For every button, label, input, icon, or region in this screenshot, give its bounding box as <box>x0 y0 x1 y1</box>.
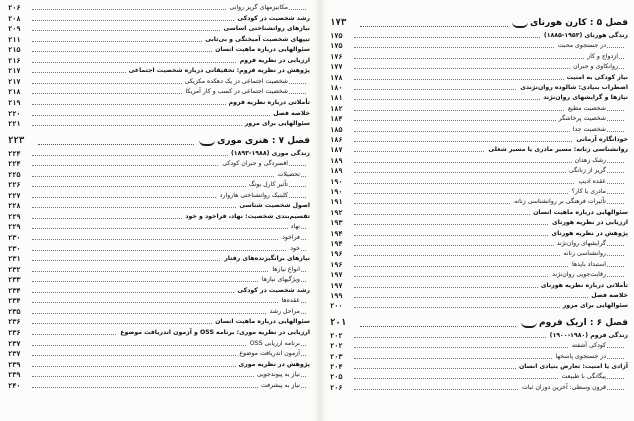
entry-title: ویژگیهای نیازها <box>259 276 300 284</box>
toc-entry <box>8 318 310 326</box>
entry-title: ارزیابی در نظریه هورنای <box>549 219 628 227</box>
page-number: ۲۰۲ <box>330 331 343 340</box>
chapter-entry <box>8 134 310 148</box>
entry-title: سئوالهایی درباره ماهیت انسان <box>530 209 628 217</box>
toc-entry <box>8 4 310 12</box>
entry-title: انواع نیازها <box>269 266 300 274</box>
page-number: ۱۹۱ <box>330 198 343 207</box>
page-number: ۲۳۰ <box>8 244 21 253</box>
page-number: ۲۴۰ <box>8 381 21 390</box>
page-number: ۲۰۶ <box>8 4 21 12</box>
toc-entry <box>8 88 310 96</box>
entry-title: رشک زهدان <box>572 157 606 165</box>
toc-entry <box>330 230 628 238</box>
toc-entry <box>330 363 628 371</box>
entry-title: اضطراب بنیادی: شالوده روان‌نژندی <box>517 84 628 92</box>
page-number: ۲۱۷ <box>8 67 21 76</box>
page-number: ۱۸۲ <box>330 104 343 113</box>
page-number: ۲۱۶ <box>8 56 21 65</box>
entry-title: زندگی فروم (۱۹۸۰-۱۹۰۰) <box>547 332 628 340</box>
page-number: ۱۷۳ <box>330 18 347 28</box>
page-number: ۲۱۸ <box>8 88 21 97</box>
toc-entry <box>8 110 310 118</box>
page-number: ۱۸۴ <box>330 115 343 124</box>
toc-entry <box>330 302 628 310</box>
dot-leader <box>32 271 306 272</box>
chapter-entry <box>330 316 628 330</box>
page-number: ۲۰۹ <box>8 25 21 34</box>
page-number: ۲۲۳ <box>8 135 25 146</box>
page-number: ۲۲۹ <box>8 223 21 232</box>
page-number: ۱۹۳ <box>330 219 343 228</box>
toc-entry <box>8 371 310 379</box>
toc-entry <box>8 160 310 168</box>
toc-entry <box>8 297 310 305</box>
page-number: ۲۲۹ <box>8 212 21 221</box>
toc-entry <box>8 25 310 33</box>
page-number: ۱۹۷ <box>330 271 343 280</box>
page-number: ۱۹۰ <box>330 188 343 196</box>
toc-entry <box>330 63 628 71</box>
page-number: ۱۸۷ <box>330 146 343 155</box>
page-number: ۲۳۷ <box>8 339 21 348</box>
toc-entry <box>330 240 628 248</box>
toc-entry <box>8 255 310 263</box>
entry-title: تأثیرات فرهنگی بر روانشناسی زنانه <box>511 198 606 206</box>
page-number: ۲۳۰ <box>8 234 21 242</box>
toc-entry <box>330 373 628 381</box>
page-number: ۲۰۴ <box>330 363 343 371</box>
toc-entry <box>8 15 310 23</box>
page-number: ۲۰۵ <box>330 373 343 382</box>
entry-title: خلاصه فصل <box>270 110 310 118</box>
toc-entry <box>330 74 628 82</box>
entry-title: مکانیزمهای گریز روانی <box>226 4 288 12</box>
entry-title: مادری یا کار؟ <box>569 188 606 196</box>
toc-entry <box>8 192 310 200</box>
page-number: ۱۸۱ <box>330 94 343 103</box>
page-number: ۱۷۶ <box>330 52 343 61</box>
page-number: ۲۲۸ <box>8 202 21 211</box>
toc-entry <box>330 42 628 50</box>
page-number: ۲۲۴ <box>8 149 21 158</box>
toc-entry <box>8 329 310 337</box>
toc-entry <box>330 105 628 113</box>
entry-title: رشد شخصیت در کودکی <box>234 287 310 295</box>
page-number: ۱۹۴ <box>330 240 343 248</box>
entry-title: نیازهای روانشناختی اساسی <box>221 25 310 33</box>
page-number: ۲۰۳ <box>330 352 343 361</box>
toc-entry <box>8 46 310 54</box>
toc-entry <box>8 57 310 65</box>
dot-leader <box>32 313 306 314</box>
entry-title: برنامه ارزیابی OSS <box>247 340 300 348</box>
entry-title: تحصیلات <box>275 171 300 179</box>
page-number: ۲۳۲ <box>8 265 21 274</box>
toc-entry <box>330 261 628 269</box>
toc-entry <box>330 84 628 92</box>
entry-title: نهاد <box>288 223 300 231</box>
chapter-title: فصل ۶ : اریک فروم <box>517 316 628 330</box>
page-number: ۱۸۵ <box>330 125 343 134</box>
toc-entry <box>8 202 310 210</box>
entry-title: تأملاتی درباره نظریه فروم <box>226 99 310 107</box>
entry-title: نیاز کودکی به امنیت <box>564 74 628 82</box>
toc-entry <box>8 245 310 253</box>
left-page-toc <box>8 0 310 421</box>
page-number: ۱۹۲ <box>330 208 343 217</box>
entry-title: ارزیابی در نظریه موری: برنامه OSS و آزمون اندریافت موضوع <box>117 329 310 337</box>
toc-entry <box>330 178 628 186</box>
toc-entry <box>330 198 628 206</box>
entry-title: روانشناسی زنانه <box>560 250 606 258</box>
page-number: ۲۰۰ <box>330 302 343 311</box>
entry-title: ازدواج و کار <box>584 53 618 61</box>
entry-title: سئوالهایی درباره ماهیت انسان <box>212 46 310 54</box>
dot-leader <box>32 176 306 177</box>
page-number: ۱۹۷ <box>330 281 343 290</box>
entry-title: در جستجوی پاسخها <box>553 353 606 361</box>
entry-title: خود <box>287 245 300 253</box>
toc-entry <box>8 382 310 390</box>
entry-title: پژوهش در نظریه موری <box>236 361 310 369</box>
entry-title: زندگی موری (۱۹۸۸-۱۸۹۳) <box>228 150 310 158</box>
entry-title: اصول شخصیت شناسی <box>236 202 310 210</box>
entry-title: شخصیت اجتماعی در کسب و کار آمریکا <box>182 88 288 96</box>
page-gutter <box>314 0 326 421</box>
page-number: ۲۲۴ <box>8 160 21 169</box>
page-number: ۱۹۰ <box>330 177 343 186</box>
page-number: ۲۱۵ <box>8 46 21 55</box>
page-number: ۲۱۷ <box>8 77 21 86</box>
entry-title: خلاصه فصل <box>588 292 628 300</box>
page-number: ۲۳۶ <box>8 328 21 337</box>
toc-entry <box>330 353 628 361</box>
toc-entry <box>330 384 628 392</box>
entry-title: گریز از زنانگی <box>566 167 606 175</box>
entry-title: ارزیابی در نظریه فروم <box>237 57 310 65</box>
entry-title: تأثیر کارل یونگ <box>246 181 288 189</box>
page-number: ۲۲۶ <box>8 181 21 190</box>
dot-leader <box>32 228 306 229</box>
page-number: ۲۲۰ <box>8 109 21 118</box>
toc-entry <box>330 188 628 196</box>
entry-title: آزمون اندریافت موضوع <box>236 350 300 358</box>
toc-entry <box>8 171 310 179</box>
page-number: ۲۲۵ <box>8 170 21 179</box>
entry-title: مراحل رشد <box>267 308 300 316</box>
toc-entry <box>8 99 310 107</box>
entry-title: زندگی هورنای (۱۹۵۲-۱۸۸۵) <box>541 32 628 40</box>
page-number: ۱۹۶ <box>330 260 343 269</box>
toc-entry <box>330 209 628 217</box>
dot-leader <box>32 250 306 251</box>
toc-entry <box>330 146 628 154</box>
toc-entry <box>8 350 310 358</box>
dot-leader <box>32 239 306 240</box>
toc-entry <box>8 223 310 231</box>
toc-entry <box>8 181 310 189</box>
toc-entry <box>8 213 310 221</box>
page-number: ۲۲۱ <box>8 120 21 129</box>
toc-entry <box>330 332 628 340</box>
toc-entry <box>330 271 628 279</box>
entry-title: نیازهای برانگیزنده‌های رفتار <box>221 255 310 263</box>
page-number: ۲۳۱ <box>8 255 21 264</box>
page-number: ۲۳۵ <box>8 307 21 316</box>
entry-title: قرون وسطی: آخرین دوران ثبات <box>519 384 606 392</box>
entry-title: شخصیت اجتماعی در یک دهکده مکزیکی <box>182 78 288 86</box>
right-page-toc <box>330 0 628 421</box>
entry-title: پژوهش در نظریه هورنای <box>548 230 628 238</box>
dot-leader <box>32 115 306 116</box>
toc-entry <box>8 287 310 295</box>
entry-title: آزادی یا امنیت: تعارض بنیادی انسان <box>516 363 628 371</box>
page-number: ۲۳۷ <box>8 350 21 359</box>
page-number: ۲۳۴ <box>8 297 21 306</box>
toc-entry <box>330 292 628 300</box>
page-number: ۱۷۵ <box>330 32 343 40</box>
entry-title: نیازها و گرایشهای روان‌نژند <box>540 94 628 102</box>
page-number: ۱۹۴ <box>330 229 343 238</box>
toc-entry <box>330 115 628 123</box>
page-number: ۱۸۹ <box>330 167 343 176</box>
toc-entry <box>8 120 310 128</box>
page-number: ۲۱۹ <box>8 98 21 107</box>
toc-entry <box>330 136 628 144</box>
page-number: ۲۰۲ <box>330 342 343 351</box>
toc-entry <box>330 219 628 227</box>
entry-title: رشد شخصیت در کودکی <box>234 15 310 23</box>
toc-entry <box>8 67 310 75</box>
toc-entry <box>8 36 310 44</box>
page-number: ۱۷۸ <box>330 73 343 82</box>
entry-title: شخصیت پرخاشگر <box>556 115 606 123</box>
page-number: ۱۹۹ <box>330 292 343 300</box>
entry-title: رقابت‌جویی روان‌نژند <box>549 271 606 279</box>
toc-entry <box>330 282 628 290</box>
entry-title: تقسیم‌بندی شخصیت: نهاد، فراخود و خود <box>182 213 310 221</box>
toc-entry <box>330 250 628 258</box>
entry-title: روانکاوی و جبران <box>570 63 618 71</box>
page-number: ۲۰۱ <box>330 317 347 328</box>
chapter-entry <box>330 16 628 30</box>
entry-title: شخصیت جدا <box>570 126 606 134</box>
page-number: ۱۸۶ <box>330 136 343 144</box>
page-number: ۱۷۷ <box>330 63 343 72</box>
page-number: ۱۷۵ <box>330 42 343 51</box>
toc-entry <box>330 94 628 102</box>
toc-entry <box>8 361 310 369</box>
entry-title: سئوالهایی درباره ماهیت انسان <box>212 318 310 326</box>
toc-entry <box>330 167 628 175</box>
entry-title: پیگانگی با طبیعت <box>559 373 606 381</box>
toc-entry <box>330 53 628 61</box>
entry-title: گرایشهای روان‌نژند <box>554 240 606 248</box>
entry-title: تأملاتی درباره نظریه هورنای <box>538 282 628 290</box>
entry-title: خودانگاره آرمانی <box>573 136 628 144</box>
toc-entry <box>330 342 628 350</box>
chapter-title: فصل ۷ : هنری موری <box>195 134 310 148</box>
dot-leader <box>354 297 624 298</box>
toc-entry <box>8 266 310 274</box>
entry-title: افسردگی و جبران کودکی <box>219 160 288 168</box>
dot-leader <box>32 302 306 303</box>
page-number: ۱۸۹ <box>330 156 343 165</box>
page-number: ۲۳۹ <box>8 371 21 380</box>
entry-title: نیاز به پیوندجویی <box>254 371 300 379</box>
entry-title: سئوالهایی برای مرور <box>560 302 628 310</box>
toc-entry <box>8 78 310 86</box>
entry-title: نیاز به پیشرفت <box>258 382 300 390</box>
page-number: ۲۱۱ <box>8 35 21 44</box>
toc-entry <box>8 234 310 242</box>
entry-title: کلینیک روانشناختی هاروارد <box>217 192 288 200</box>
entry-title: کودکی آشفته <box>569 342 606 350</box>
chapter-title: فصل ۵ : کارن هورنای <box>508 16 628 30</box>
page-number: ۱۸۰ <box>330 84 343 92</box>
entry-title: استبداد بایدها <box>569 261 606 269</box>
entry-title: عقده ادیپ <box>575 178 606 186</box>
toc-entry <box>8 340 310 348</box>
toc-entry <box>8 276 310 284</box>
page-number: ۲۳۶ <box>8 318 21 327</box>
entry-title: سئوالهایی برای مرور <box>242 120 310 128</box>
toc-entry <box>330 32 628 40</box>
entry-title: شخصیت مطیع <box>565 105 606 113</box>
toc-entry <box>330 157 628 165</box>
entry-title: روانشناسی زنانه: مسیر مادری یا مسیر شغلی <box>485 146 628 154</box>
page-number: ۲۳۴ <box>8 286 21 295</box>
entry-title: فراخود <box>279 234 300 242</box>
page-number: ۲۲۷ <box>8 191 21 200</box>
entry-title: عقده‌ها <box>279 297 300 305</box>
entry-title: پژوهش در نظریه فروم: تحقیقاتی درباره شخصیت اجتماعی <box>126 67 310 75</box>
entry-title: در جستجوی محبت <box>555 42 606 50</box>
page-number: ۱۹۶ <box>330 250 343 259</box>
page-number: ۲۳۹ <box>8 360 21 369</box>
entry-title: تیپهای شخصیت آمیختگی و بی‌تابی <box>202 36 310 44</box>
toc-entry <box>8 150 310 158</box>
page-number: ۲۰۸ <box>8 14 21 23</box>
page-number: ۲۰۶ <box>330 383 343 392</box>
page-number: ۲۳۳ <box>8 276 21 285</box>
toc-entry <box>330 126 628 134</box>
toc-entry <box>8 308 310 316</box>
